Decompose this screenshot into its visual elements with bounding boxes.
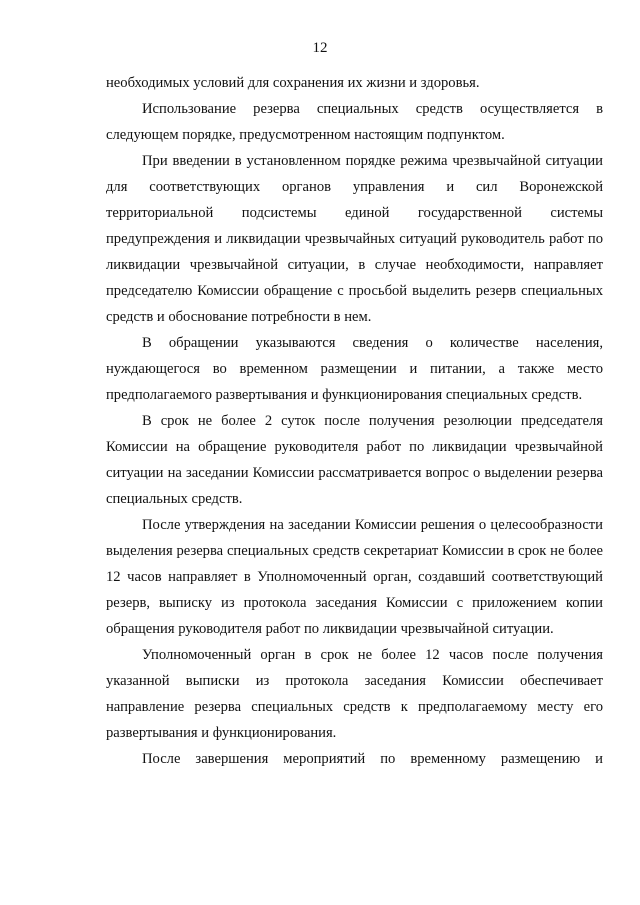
document-body bbox=[106, 70, 603, 772]
paragraph-after-completion: После завершения мероприятий по временному размещению и bbox=[142, 751, 603, 767]
paragraph-request-contents: В обращении указываются сведения о количестве населения, нуждающегося во временном размещении и питании, а также место предполагаемого развертывания и функционирования специальных средств. bbox=[106, 335, 603, 403]
paragraph-usage-order: Использование резерва специальных средств осуществляется в следующем порядке, предусмотренном настоящим подпунктом. bbox=[106, 101, 603, 143]
page-number: 12 bbox=[312, 40, 328, 56]
paragraph-authorized-body: Уполномоченный орган в срок не более 12 часов после получения указанной выписки из протокола заседания Комиссии обеспечивает направление резерва специальных средств к предполагаемому месту его развертывания и функционирования. bbox=[106, 647, 603, 741]
paragraph-continuation: необходимых условий для сохранения их жизни и здоровья. bbox=[106, 75, 480, 91]
paragraph-emergency-request: При введении в установленном порядке режима чрезвычайной ситуации для соответствующих органов управления и сил Воронежской территориальной подсистемы единой государственной системы предупреждения и ликвидации чрезвычайных ситуаций руководитель работ по ликвидации чрезвычайной ситуации, в случае необходимости, направляет председателю Комиссии обращение с просьбой выделить резерв специальных средств и обоснование потребности в нем. bbox=[106, 153, 603, 325]
paragraph-approval-procedure: После утверждения на заседании Комиссии решения о целесообразности выделения резерва специальных средств секретариат Комиссии в срок не более 12 часов направляет в Уполномоченный орган, создавший соответствующий резерв, выписку из протокола заседания Комиссии с приложением копии обращения руководителя работ по ликвидации чрезвычайной ситуации. bbox=[106, 517, 603, 637]
paragraph-review-deadline: В срок не более 2 суток после получения резолюции председателя Комиссии на обращение руководителя работ по ликвидации чрезвычайной ситуации на заседании Комиссии рассматривается вопрос о выделении резерва специальных средств. bbox=[106, 413, 603, 507]
